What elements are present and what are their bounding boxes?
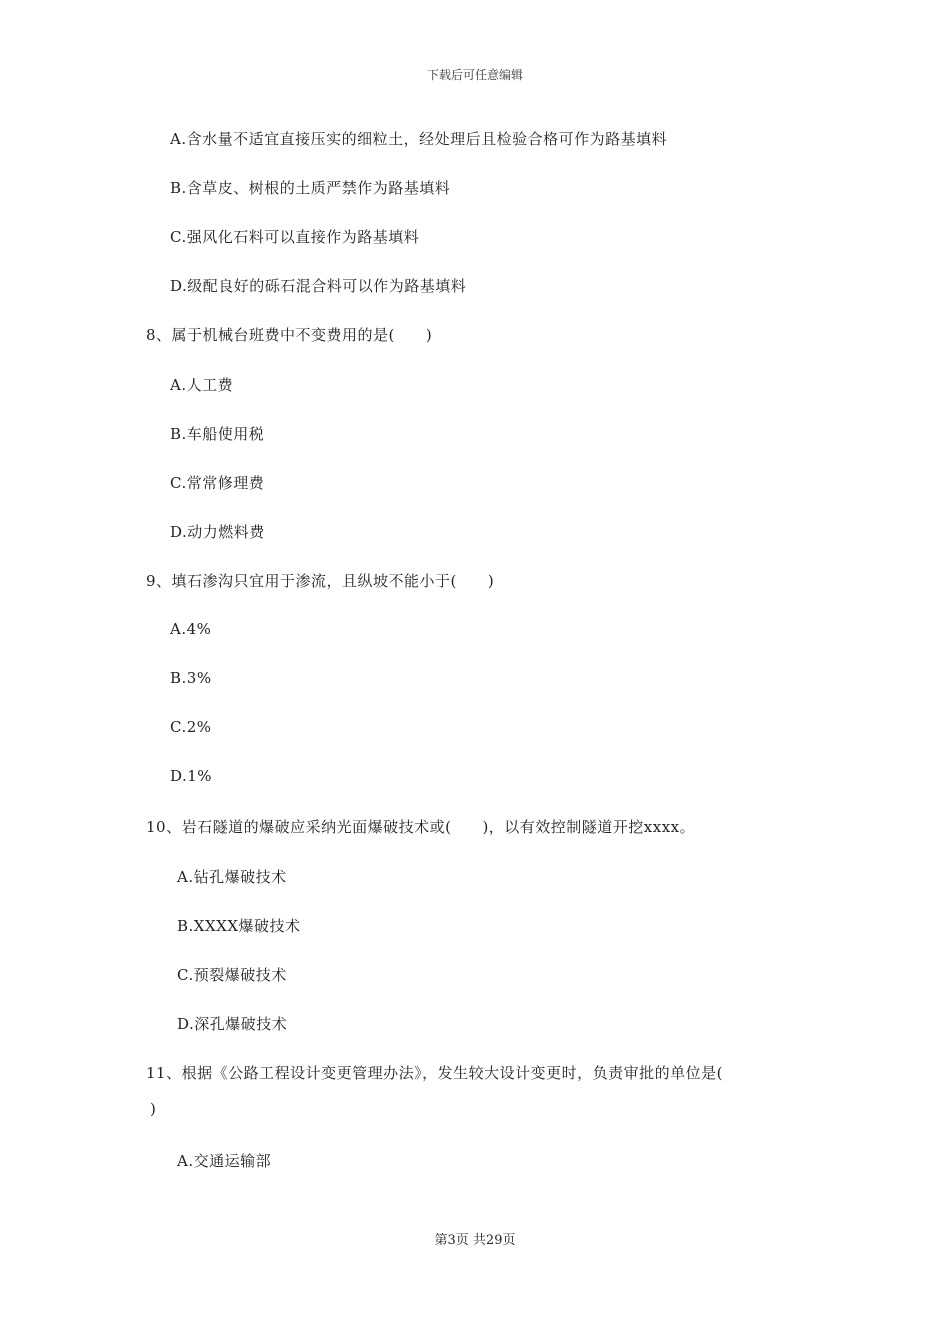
option-text: C.2% bbox=[170, 718, 212, 736]
option-text: D.1% bbox=[170, 767, 213, 785]
header-note: 下载后可任意编辑 bbox=[426, 68, 523, 82]
option-text: A.含水量不适宜直接压实的细粒土，经处理后且检验合格可作为路基填料 bbox=[170, 130, 668, 148]
option-text: C.常常修理费 bbox=[170, 474, 265, 492]
question-8: 8、属于机械台班费中不变费用的是( ) bbox=[146, 326, 433, 344]
option-text: B.含草皮、树根的土质严禁作为路基填料 bbox=[170, 179, 451, 197]
option-text: A.人工费 bbox=[170, 376, 234, 394]
question-10: 10、岩石隧道的爆破应采纳光面爆破技术或( )，以有效控制隧道开挖xxxx。 bbox=[146, 818, 696, 836]
option-text: B.XXXX爆破技术 bbox=[177, 917, 301, 935]
option-text: D.级配良好的砾石混合料可以作为路基填料 bbox=[170, 277, 467, 295]
option-text: B.3% bbox=[170, 669, 212, 687]
option-text: D.深孔爆破技术 bbox=[177, 1015, 288, 1033]
page-footer: 第3页 共29页 bbox=[434, 1233, 516, 1248]
option-text: A.4% bbox=[170, 620, 212, 638]
question-11-continuation: ) bbox=[150, 1100, 157, 1118]
option-text: A.交通运输部 bbox=[177, 1152, 272, 1170]
option-text: C.预裂爆破技术 bbox=[177, 966, 287, 984]
option-text: D.动力燃料费 bbox=[170, 523, 265, 541]
option-text: C.强风化石料可以直接作为路基填料 bbox=[170, 228, 420, 246]
option-text: A.钻孔爆破技术 bbox=[177, 868, 287, 886]
option-text: B.车船使用税 bbox=[170, 425, 265, 443]
question-9: 9、填石渗沟只宜用于渗流，且纵坡不能小于( ) bbox=[146, 572, 495, 590]
question-11: 11、根据《公路工程设计变更管理办法》，发生较大设计变更时，负责审批的单位是( bbox=[146, 1064, 723, 1082]
